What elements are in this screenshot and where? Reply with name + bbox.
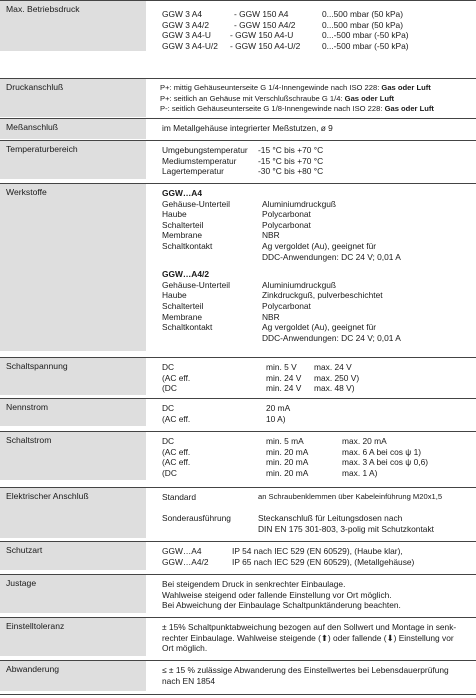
row-label: Justage [0, 575, 146, 613]
row-label: Temperaturbereich [0, 141, 146, 179]
row-justage: Justage Bei steigendem Druck in senkrechter Einbaulage. Wahlweise steigend oder fallende Einstellung vor Ort möglich. Bei Abweichung der Einbaulage Schaltpunktänderung beachten. [0, 575, 476, 613]
row-abwanderung: Abwanderung ≤ ± 15 % zulässige Abwanderung des Einstellwertes bei Lebensdauerprüfung nach EN 1854 [0, 661, 476, 691]
row-label: Druckanschluß [0, 79, 146, 117]
row-label: Schaltspannung [0, 358, 146, 395]
row-label: Einstelltoleranz [0, 618, 146, 656]
row-max-betriebsdruck: Max. Betriebsdruck GGW 3 A4 - GGW 150 A4 0...500 mbar (50 kPa) GGW 3 A4/2 - GGW 150 A4/2 0...500 mbar (50 kPa) GGW 3 A4-U - GGW 150 A4-U 0...-500 mbar (-50 kPa) GGW 3 A4-U/2 - GGW 150 A4-U/2 0...-500 mbar (-50 kPa) [0, 1, 476, 51]
row-label: Nennstrom [0, 399, 146, 426]
row-label: Max. Betriebsdruck [0, 1, 146, 51]
row-schaltspannung: Schaltspannung DC min. 5 V max. 24 V (AC eff. min. 24 V max. 250 V) (DC min. 24 V max. 48 V) [0, 358, 476, 395]
row-temperaturbereich: Temperaturbereich Umgebungstemperatur -15 °C bis +70 °C Mediumstemperatur -15 °C bis +70 °C Lagertemperatur -30 °C bis +80 °C [0, 141, 476, 179]
row-elektrischer-anschluss: Elektrischer Anschluß Standard an Schraubenklemmen über Kabeleinführung M20x1,5 Sonderausführung Steckanschluß für Leitungsdosen nach DIN EN 175 301-803, 3-polig mit Schutzkontakt [0, 488, 476, 538]
row-druckanschluss: Druckanschluß P+: mittig Gehäuseunterseite G 1/4-Innengewinde nach ISO 228: Gas oder Luft P+: seitlich an Gehäuse mit Verschlußschraube G 1/4: Gas oder Luft P-: seitlich Gehäuseunterseite G 1/8-Innengewinde nach ISO 228: Gas oder Luft [0, 79, 476, 117]
row-label: Werkstoffe [0, 184, 146, 351]
row-label: Schaltstrom [0, 432, 146, 480]
row-label: Elektrischer Anschluß [0, 488, 146, 538]
row-label: Meßanschluß [0, 119, 146, 139]
row-nennstrom: Nennstrom DC 20 mA (AC eff. 10 A) [0, 399, 476, 426]
row-schaltstrom: Schaltstrom DC min. 5 mA max. 20 mA (AC eff. min. 20 mA max. 6 A bei cos ψ 1) (AC eff. min. 20 mA max. 3 A bei cos ψ 0,6) (DC min. 20 mA max. 1 A) [0, 432, 476, 480]
row-label: Abwanderung [0, 661, 146, 691]
row-werkstoffe: Werkstoffe GGW…A4 Gehäuse-Unterteil Aluminiumdruckguß Haube Polycarbonat Schalterteil Polycarbonat Membrane NBR Schaltkontakt Ag vergoldet (Au), geeignet für DDC-Anwendungen: DC 24 V; 0,01 A GGW…A4/2 Gehäuse-Unterteil Aluminiumdruckguß Haube Zinkdruckguß, pulverbeschichtet Schalterteil Polycarbonat Membrane NBR Schaltkontakt Ag vergoldet (Au), geeignet für DDC-Anwendungen: DC 24 V; 0,01 A [0, 184, 476, 351]
row-schutzart: Schutzart GGW…A4 IP 54 nach IEC 529 (EN 60529), (Haube klar), GGW…A4/2 IP 65 nach IEC 529 (EN 60529), (Metallgehäuse) [0, 542, 476, 570]
row-einstelltoleranz: Einstelltoleranz ± 15% Schaltpunktabweichung bezogen auf den Sollwert und Montage in senk- rechter Einbaulage. Wahlweise steigende (⬆) oder fallende (⬇) Einstellung vor Ort möglich. [0, 618, 476, 656]
row-label: Schutzart [0, 542, 146, 570]
row-messanschluss: Meßanschluß im Metallgehäuse integrierter Meßstutzen, ø 9 [0, 119, 476, 139]
